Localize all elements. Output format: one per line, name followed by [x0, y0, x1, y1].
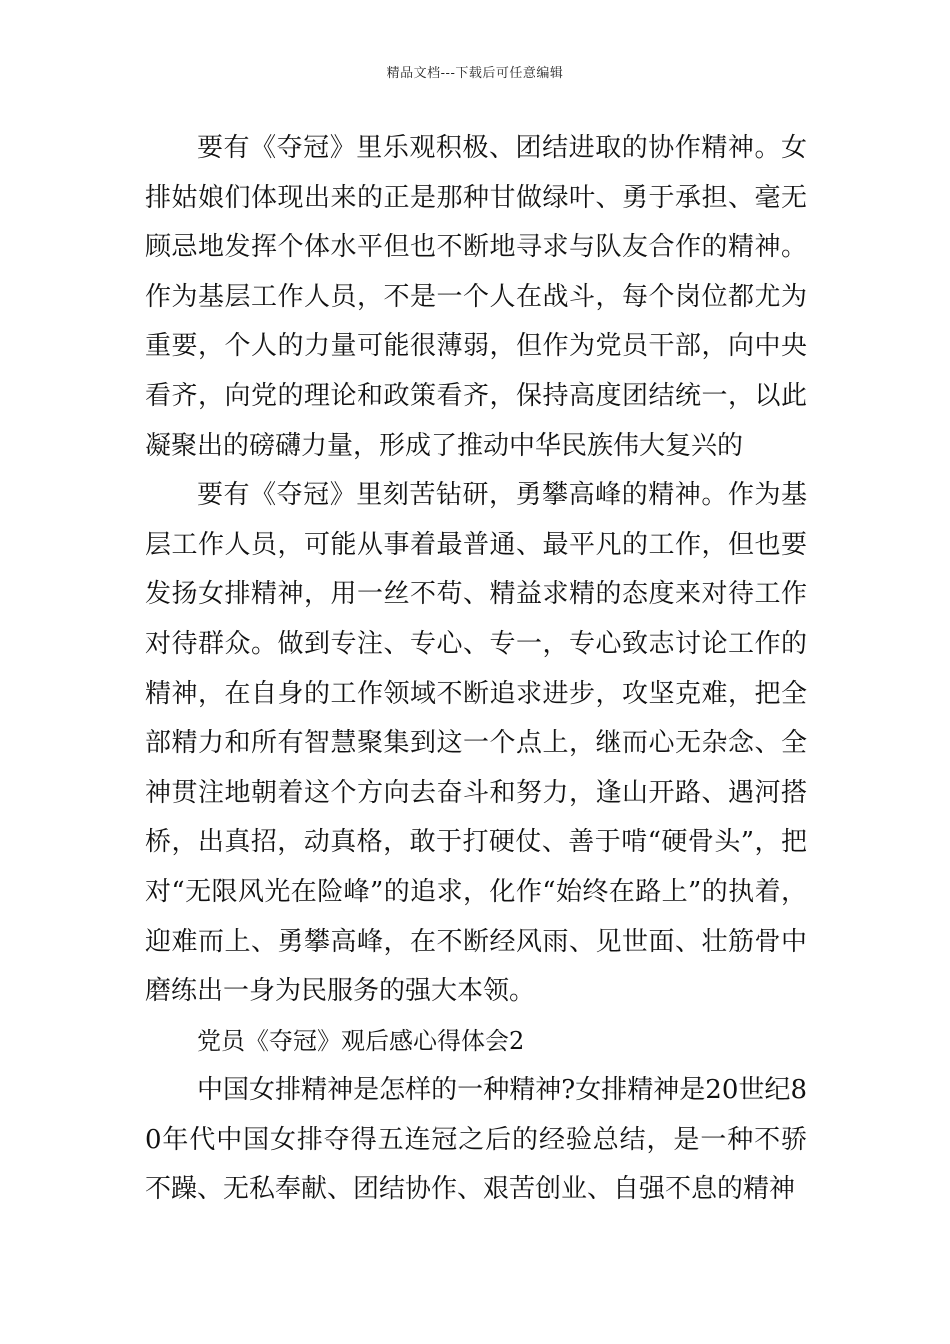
- paragraph-volleyball-spirit: 中国女排精神是怎样的一种精神?女排精神是20世纪80年代中国女排夺得五连冠之后的经验总结，是一种不骄不躁、无私奉献、团结协作、艰苦创业、自强不息的精神: [145, 1075, 807, 1205]
- paragraph-diligence-spirit: 要有《夺冠》里刻苦钻研，勇攀高峰的精神。作为基层工作人员，可能从事着最普通、最平凡的工作，但也要发扬女排精神，用一丝不苟、精益求精的态度来对待工作对待群众。做到专注、专心、专一，专心致志讨论工作的精神，在自身的工作领域不断追求进步，攻坚克难，把全部精力和所有智慧聚集到这一个点上，继而心无杂念、全神贯注地朝着这个方向去奋斗和努力，逢山开路、遇河搭桥，出真招，动真格，敢于打硬仗、善于啃“硬骨头”，把对“无限风光在险峰”的追求，化作“始终在路上”的执着，迎难而上、勇攀高峰，在不断经风雨、见世面、壮筋骨中磨练出一身为民服务的强大本领。: [145, 480, 807, 1007]
- page-header: 精品文档---下载后可任意编辑: [386, 66, 564, 81]
- paragraph-teamwork-spirit: 要有《夺冠》里乐观积极、团结进取的协作精神。女排姑娘们体现出来的正是那种甘做绿叶、勇于承担、毫无顾忌地发挥个体水平但也不断地寻求与队友合作的精神。作为基层工作人员，不是一个人在战斗，每个岗位都尤为重要，个人的力量可能很薄弱，但作为党员干部，向中央看齐，向党的理论和政策看齐，保持高度团结统一，以此凝聚出的磅礴力量，形成了推动中华民族伟大复兴的: [145, 133, 807, 461]
- section-heading: 党员《夺冠》观后感心得体会2: [197, 1026, 525, 1055]
- document-body: [145, 124, 807, 1215]
